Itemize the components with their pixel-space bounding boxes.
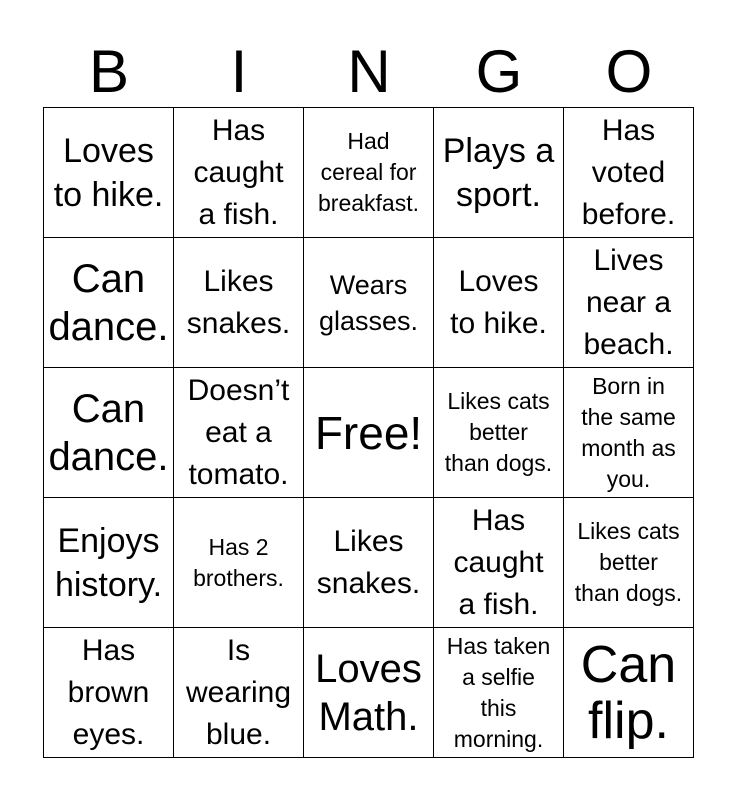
bingo-cell-r1c1[interactable] — [44, 108, 174, 238]
bingo-cell-r4c1[interactable] — [44, 498, 174, 628]
bingo-cell-free[interactable] — [304, 368, 434, 498]
bingo-cell-r5c5[interactable] — [564, 628, 694, 758]
cell-text: Loves to hike. — [450, 264, 547, 340]
cell-text: Can flip. — [580, 635, 677, 750]
cell-text: Likes snakes. — [316, 524, 421, 600]
header-letter-g: G — [475, 38, 523, 105]
header-letter-i: I — [230, 38, 248, 105]
cell-text: Enjoys history. — [54, 521, 163, 604]
header-letter-n: N — [347, 38, 391, 105]
cell-text: Lives near a beach. — [583, 243, 674, 361]
cell-text: Can dance. — [48, 386, 169, 479]
bingo-cell-r4c4[interactable] — [434, 498, 564, 628]
header-letter-b: B — [88, 38, 130, 105]
bingo-cell-r3c2[interactable] — [174, 368, 304, 498]
header-letter-o: O — [605, 38, 653, 105]
cell-text: Likes snakes. — [186, 264, 291, 340]
bingo-cell-r5c1[interactable] — [44, 628, 174, 758]
bingo-cell-r2c1[interactable] — [44, 238, 174, 368]
bingo-board — [43, 107, 694, 758]
free-space-text: Free! — [314, 406, 423, 459]
bingo-cell-r3c4[interactable] — [434, 368, 564, 498]
cell-text: Can dance. — [48, 256, 169, 349]
cell-text: Plays a sport. — [442, 131, 555, 214]
cell-text: Wears glasses. — [318, 269, 419, 336]
bingo-cell-r2c2[interactable] — [174, 238, 304, 368]
cell-text: Doesn’t eat a tomato. — [187, 373, 290, 491]
bingo-cell-r2c5[interactable] — [564, 238, 694, 368]
cell-text: Has caught a fish. — [453, 503, 544, 621]
bingo-cell-r2c3[interactable] — [304, 238, 434, 368]
bingo-cell-r5c4[interactable] — [434, 628, 564, 758]
cell-text: Had cereal for breakfast. — [318, 128, 419, 216]
bingo-cell-r1c3[interactable] — [304, 108, 434, 238]
bingo-header — [44, 36, 694, 108]
cell-text: Born in the same month as you. — [581, 372, 676, 492]
bingo-cell-r2c4[interactable] — [434, 238, 564, 368]
bingo-cell-r1c5[interactable] — [564, 108, 694, 238]
cell-text: Loves Math. — [315, 646, 422, 739]
cell-text: Has brown eyes. — [67, 633, 150, 751]
bingo-cell-r4c2[interactable] — [174, 498, 304, 628]
bingo-cell-r5c3[interactable] — [304, 628, 434, 758]
cell-text: Has caught a fish. — [193, 113, 284, 231]
bingo-cell-r3c1[interactable] — [44, 368, 174, 498]
cell-text: Likes cats better than dogs. — [444, 388, 553, 476]
cell-text: Has 2 brothers. — [193, 533, 284, 591]
bingo-cell-r4c5[interactable] — [564, 498, 694, 628]
bingo-cell-r1c4[interactable] — [434, 108, 564, 238]
bingo-cell-r1c2[interactable] — [174, 108, 304, 238]
bingo-cell-r3c5[interactable] — [564, 368, 694, 498]
cell-text: Has voted before. — [581, 113, 676, 231]
bingo-cell-r5c2[interactable] — [174, 628, 304, 758]
cell-text: Loves to hike. — [53, 131, 164, 214]
bingo-cell-r4c3[interactable] — [304, 498, 434, 628]
cell-text: Is wearing blue. — [185, 633, 292, 751]
cell-text: Has taken a selfie this morning. — [446, 632, 551, 752]
cell-text: Likes cats better than dogs. — [574, 518, 683, 606]
